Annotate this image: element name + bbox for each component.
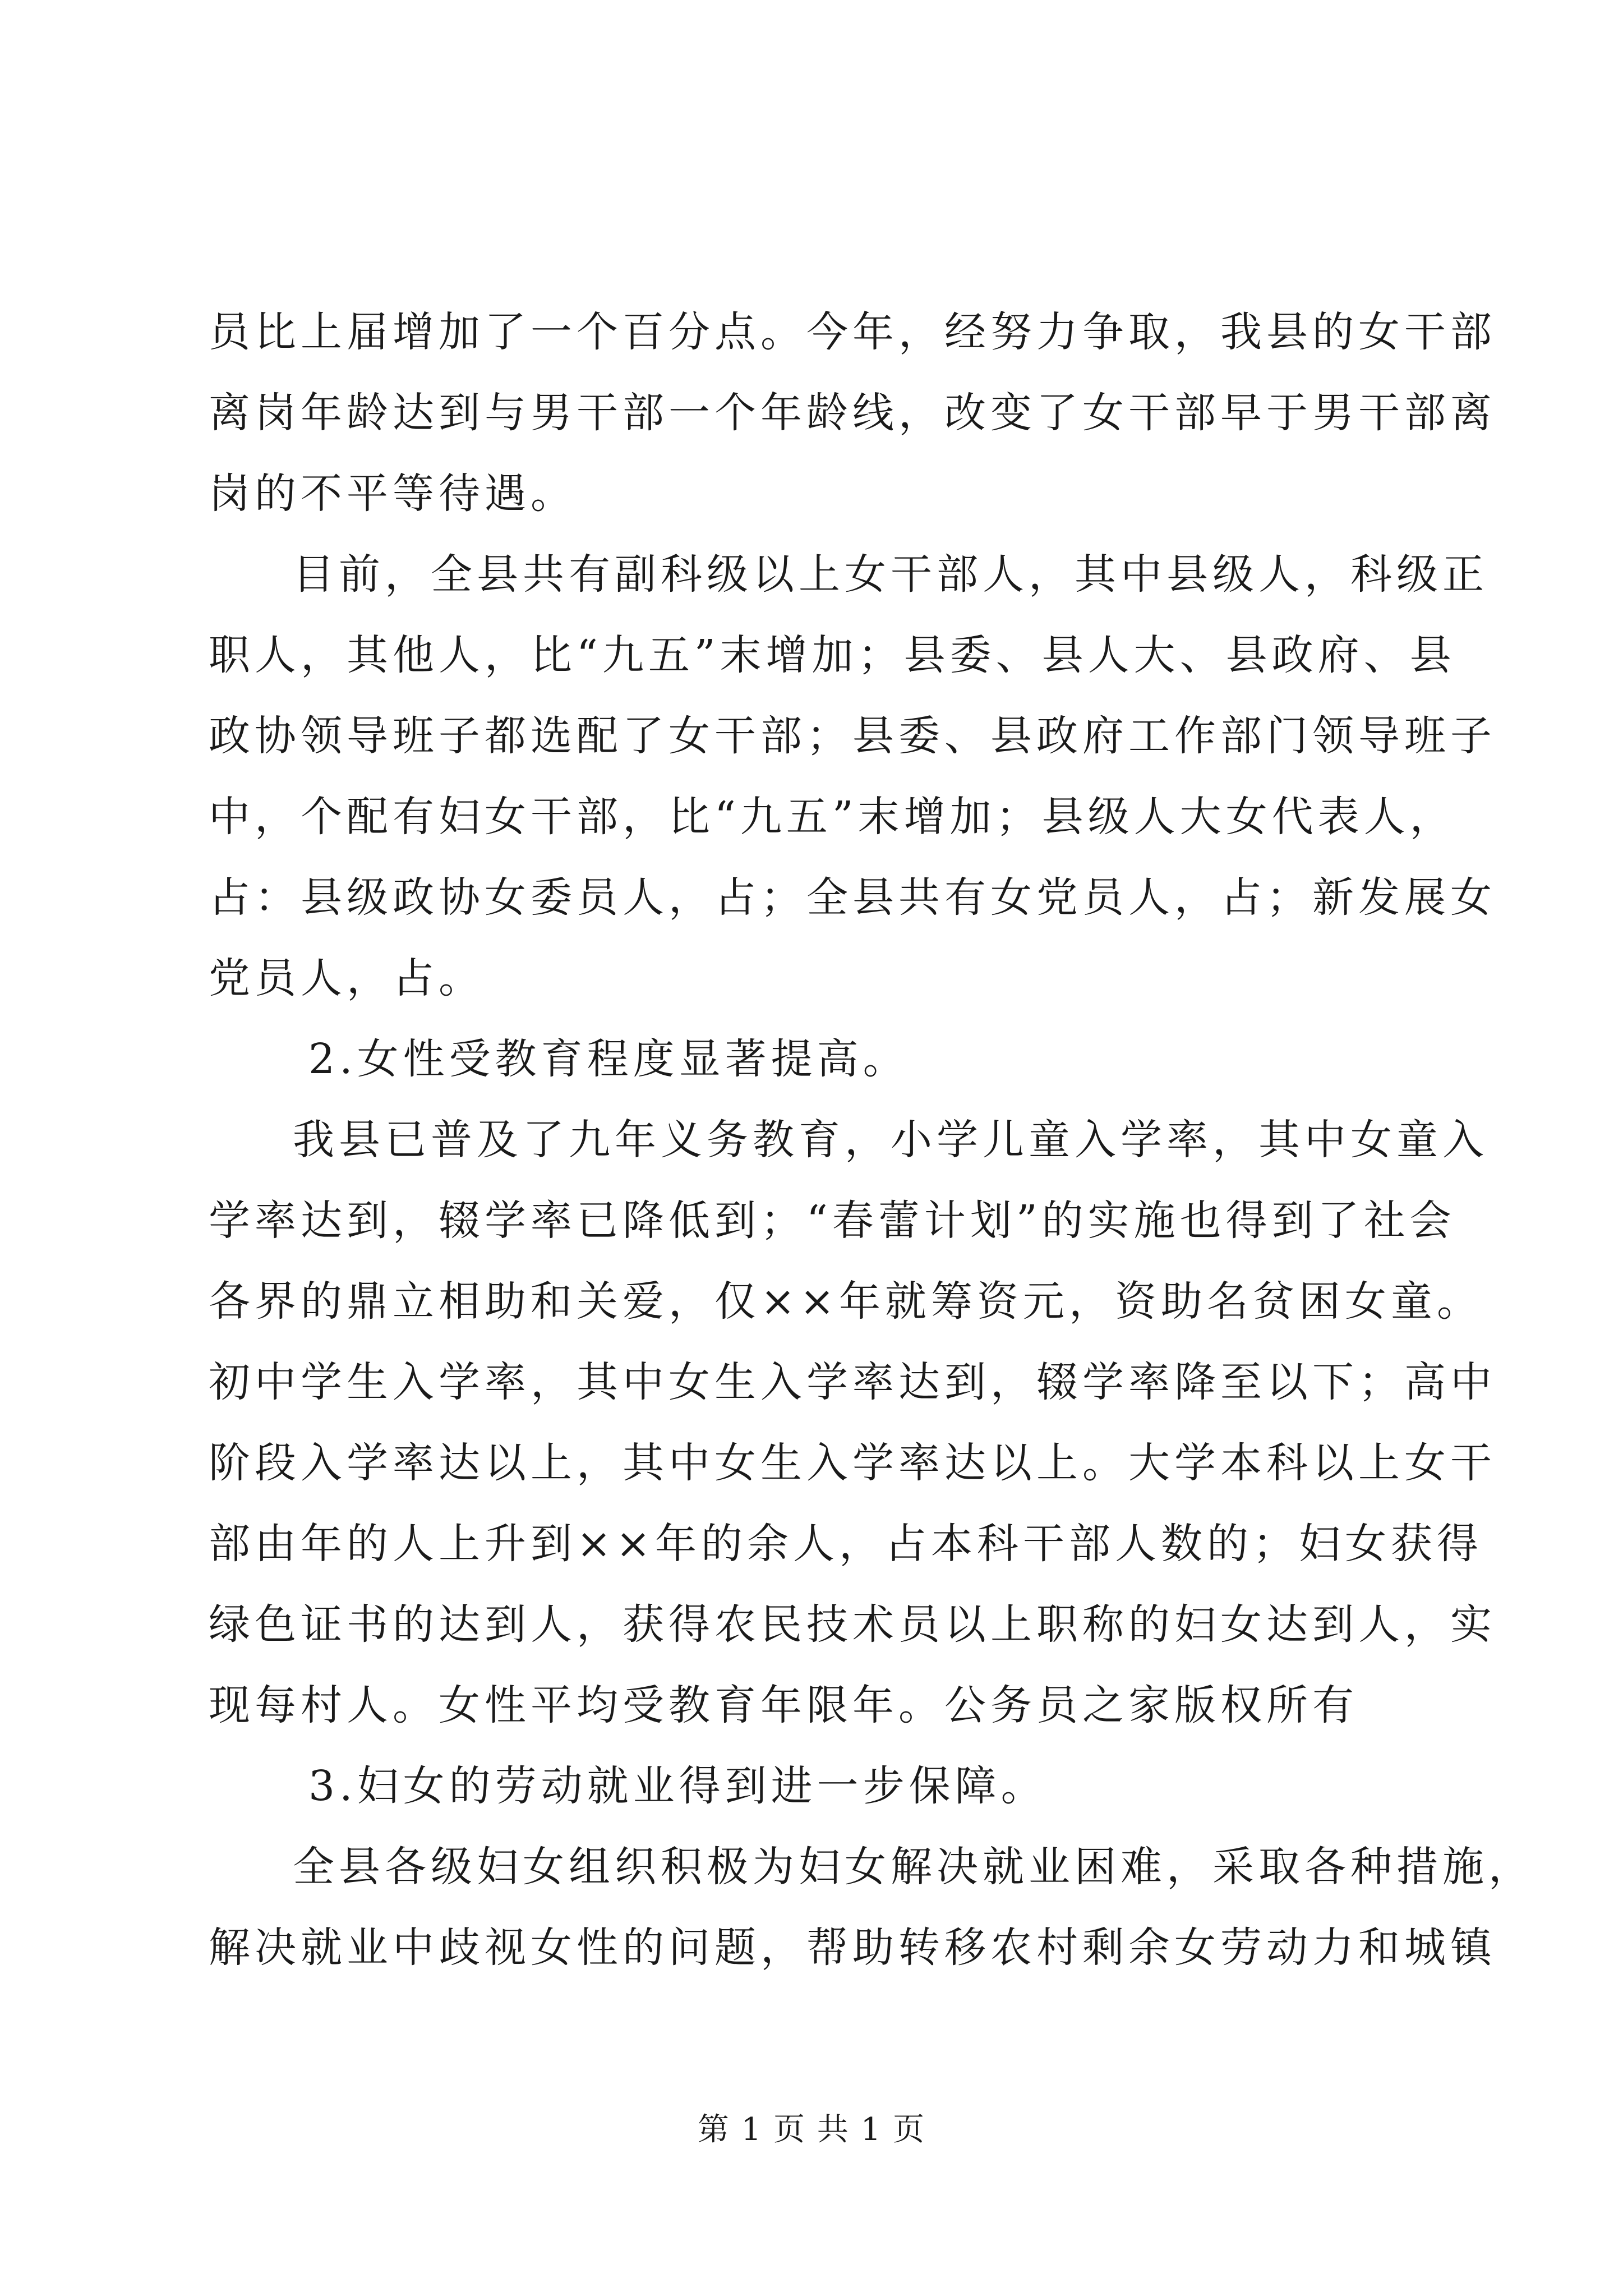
text-line: 我县已普及了九年义务教育，小学儿童入学率，其中女童入 <box>293 1116 1488 1164</box>
text-line: 政协领导班子都选配了女干部；县委、县政府工作部门领导班子 <box>209 712 1496 760</box>
text-line: 目前，全县共有副科级以上女干部人，其中县级人，科级正 <box>293 550 1488 599</box>
section-heading: 2.女性受教育程度显著提高。 <box>308 1035 909 1083</box>
text-line: 全县各级妇女组织积极为妇女解决就业困难，采取各种措施， <box>293 1843 1534 1891</box>
text-line: 中，个配有妇女干部，比“九五”末增加；县级人大女代表人， <box>209 793 1456 841</box>
document-body <box>209 292 1534 1988</box>
text-line: 解决就业中歧视女性的问题，帮助转移农村剩余女劳动力和城镇 <box>209 1924 1496 1972</box>
text-line: 员比上届增加了一个百分点。今年，经努力争取，我县的女干部 <box>209 308 1496 356</box>
text-line: 绿色证书的达到人，获得农民技术员以上职称的妇女达到人，实 <box>209 1600 1496 1649</box>
text-line: 阶段入学率达以上，其中女生入学率达以上。大学本科以上女干 <box>209 1439 1496 1487</box>
page-number-label: 第 1 页 共 1 页 <box>697 2111 926 2148</box>
text-line: 现每村人。女性平均受教育年限年。公务员之家版权所有 <box>209 1681 1358 1729</box>
text-line: 各界的鼎立相助和关爱，仅××年就筹资元，资助名贫困女童。 <box>209 1277 1483 1326</box>
text-line: 学率达到，辍学率已降低到；“春蕾计划”的实施也得到了社会 <box>209 1197 1456 1245</box>
text-line: 初中学生入学率，其中女生入学率达到，辍学率降至以下；高中 <box>209 1358 1496 1406</box>
text-line: 党员人，占。 <box>209 954 485 1002</box>
page-footer <box>0 2105 1623 2150</box>
text-line: 占：县级政协女委员人，占；全县共有女党员人，占；新发展女 <box>209 873 1496 922</box>
text-line: 岗的不平等待遇。 <box>209 470 577 518</box>
section-heading: 3.妇女的劳动就业得到进一步保障。 <box>308 1762 1047 1810</box>
text-line: 职人，其他人，比“九五”末增加；县委、县人大、县政府、县 <box>209 631 1456 679</box>
text-line: 离岗年龄达到与男干部一个年龄线，改变了女干部早于男干部离 <box>209 389 1496 437</box>
text-line: 部由年的人上升到××年的余人，占本科干部人数的；妇女获得 <box>209 1520 1483 1568</box>
